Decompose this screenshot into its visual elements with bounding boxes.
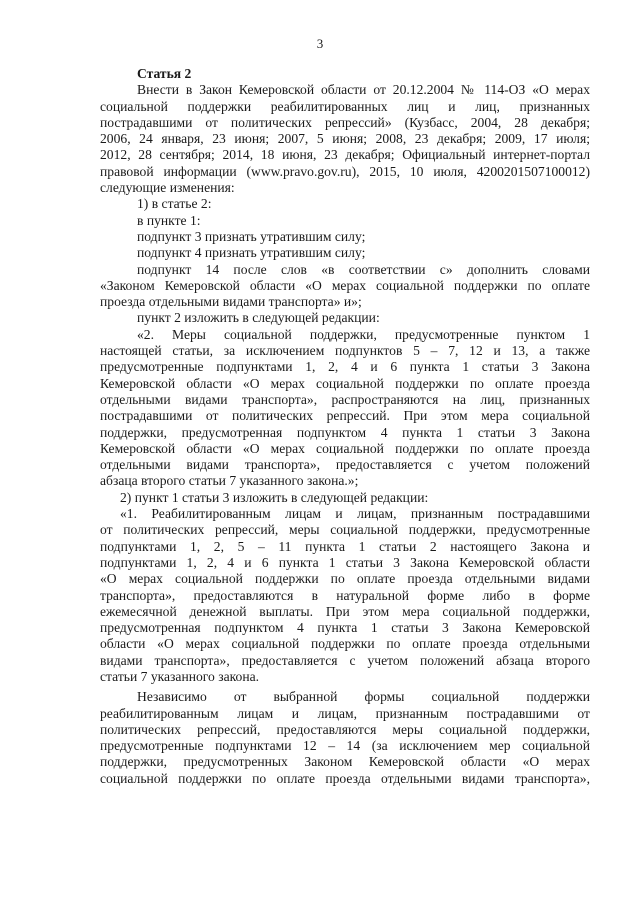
text-line: 2) пункт 1 статьи 3 изложить в следующей редакции:: [120, 489, 429, 505]
text-line: Кемеровской области «О мерах социальной поддержки по оплате проезда: [100, 440, 590, 456]
text-line: 2012, 28 сентября; 2014, 18 июня, 23 декабря; Официальный интернет-портал: [100, 147, 590, 163]
text-line: следующие изменения:: [100, 180, 235, 196]
text-line: «2. Меры социальной поддержки, предусмотренные пунктом 1: [137, 326, 590, 342]
text-line: подпункт 4 признать утратившим силу;: [137, 245, 366, 261]
text-line: ежемесячной денежной выплаты. При этом мера социальной поддержки,: [100, 603, 590, 619]
text-line: Независимо от выбранной формы социальной поддержки: [137, 689, 590, 705]
text-line: от политических репрессий, меры социальной поддержки, предусмотренные: [100, 522, 590, 538]
text-line: поддержки, предусмотренная подпунктом 4 пункта 1 статьи 3 Закона: [100, 424, 590, 440]
text-line: Внести в Закон Кемеровской области от 20.12.2004 № 114-ОЗ «О мерах: [137, 82, 590, 98]
text-line: отдельными видами транспорта», предоставляется с учетом положений: [100, 457, 590, 473]
text-line: подпункт 3 признать утратившим силу;: [137, 228, 366, 244]
text-line: пункт 2 изложить в следующей редакции:: [137, 310, 380, 326]
text-line: транспорта», предоставляются в натуральной форме либо в форме: [100, 587, 590, 603]
text-line: реабилитированным лицам и лицам, признанным пострадавшими от: [100, 705, 590, 721]
text-line: пострадавшими от политических репрессий. При этом мера социальной: [100, 408, 590, 424]
text-line: абзаца второго статьи 7 указанного закона.»;: [100, 473, 359, 489]
text-line: области «О мерах социальной поддержки по оплате проезда отдельными: [100, 636, 590, 652]
text-line: подпунктами 1, 2, 5 – 11 пункта 1 статьи 2 настоящего Закона и: [100, 538, 590, 554]
text-line: видами транспорта», предоставляется с учетом положений абзаца второго: [100, 652, 590, 668]
text-line: «О мерах социальной поддержки по оплате проезда отдельными видами: [100, 571, 590, 587]
text-line: проезда отдельными видами транспорта» и»;: [100, 294, 362, 310]
text-line: 2006, 24 января, 23 июня; 2007, 5 июня; 2008, 23 декабря; 2009, 17 июля;: [100, 131, 590, 147]
text-line: подпунктами 1, 2, 4 и 6 пункта 1 статьи 3 Закона Кемеровской области: [100, 554, 590, 570]
text-line: Кемеровской области «О мерах социальной поддержки по оплате проезда: [100, 375, 590, 391]
text-line: отдельными видами транспорта», распространяются на лиц, признанных: [100, 391, 590, 407]
text-line: предусмотренные подпунктами 1, 2, 4 и 6 пункта 1 статьи 3 Закона: [100, 359, 590, 375]
text-line: в пункте 1:: [137, 212, 201, 228]
page-number: 3: [316, 36, 324, 51]
text-line: подпункт 14 после слов «в соответствии с» дополнить словами: [137, 261, 590, 277]
text-line: политических репрессий, предоставляются меры социальной поддержки,: [100, 721, 590, 737]
text-line: предусмотренные подпунктами 12 – 14 (за исключением мер социальной: [100, 738, 590, 754]
text-line: поддержки, предусмотренных Законом Кемеровской области «О мерах: [100, 754, 590, 770]
text-line: «Законом Кемеровской области «О мерах социальной поддержки по оплате: [100, 277, 590, 293]
text-line: пострадавшими от политических репрессий» (Кузбасс, 2004, 28 декабря;: [100, 114, 590, 130]
text-line: статьи 7 указанного закона.: [100, 668, 260, 684]
document-body: [100, 66, 590, 787]
article-heading: Статья 2: [137, 66, 192, 81]
text-line: «1. Реабилитированным лицам и лицам, признанным пострадавшими: [120, 506, 590, 522]
text-line: предусмотренная подпунктом 4 пункта 1 статьи 3 Закона Кемеровской: [100, 620, 590, 636]
text-line: 1) в статье 2:: [137, 196, 212, 212]
text-line: правовой информации (www.pravo.gov.ru), 2015, 10 июля, 4200201507100012): [100, 163, 590, 179]
text-line: социальной поддержки реабилитированных лиц и лиц, признанных: [100, 98, 590, 114]
text-line: социальной поддержки по оплате проезда отдельными видами транспорта»,: [100, 770, 590, 786]
text-line: настоящей статьи, за исключением подпунктов 5 – 7, 12 и 13, а также: [100, 343, 590, 359]
